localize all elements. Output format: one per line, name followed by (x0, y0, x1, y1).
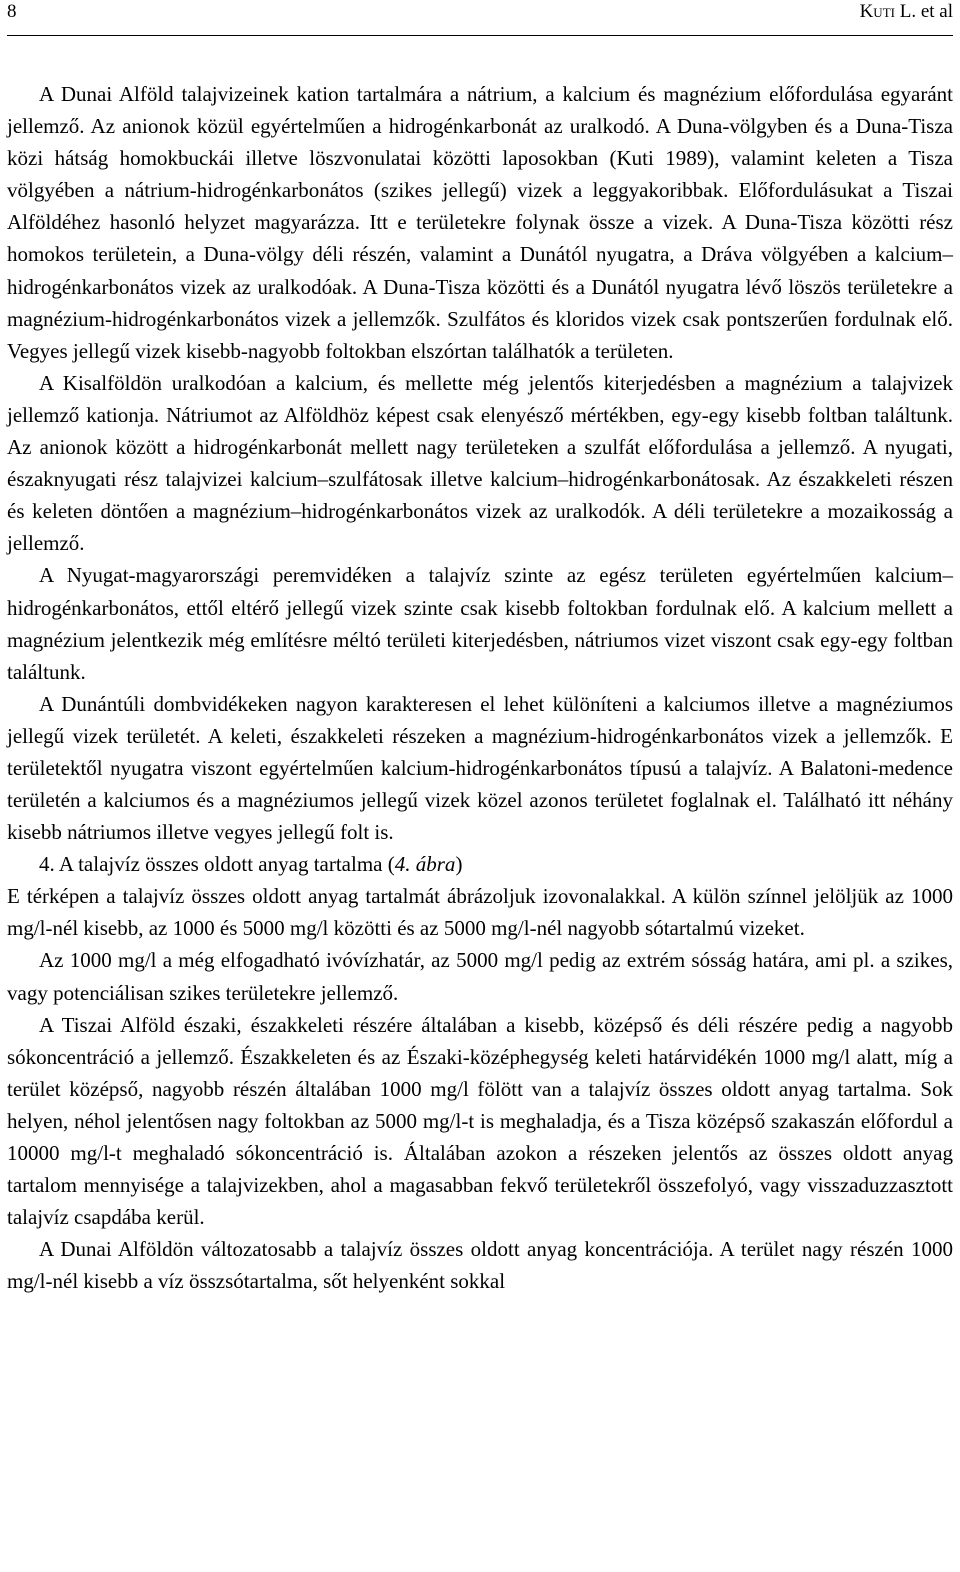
section-heading-close: ) (455, 852, 463, 877)
paragraph-nyugat-peremvidek: A Nyugat-magyarországi peremvidéken a talajvíz szinte az egész területen egyértelműen kalcium–hidrogénkarbonátos, ettől eltérő jellegű vizek szinte csak kisebb foltokban fordulnak elő. A kalcium mellett a magnézium jelentkezik még említésre méltó területi kiterjedésben, nátriumos vizet viszont csak egy-egy foltban találtunk. (7, 563, 953, 684)
paragraph-dunantuli-dombvidek: A Dunántúli dombvidékeken nagyon karakteresen el lehet különíteni a kalciumos illetve a magnéziumos jellegű vizek területét. A keleti, északkeleti részeken a magnézium-hidrogénkarbonátos vizek a jellemzők. E területektől nyugatra viszont egyértelműen kalcium-hidrogénkarbonátos típusú a talajvíz. A Balatoni-medence területén a kalciumos és a magnéziumos jellegű vizek közel azonos területet foglalnak el. Található itt néhány kisebb nátriumos illetve vegyes jellegű folt is. (7, 691, 953, 845)
running-head (860, 1, 953, 23)
running-head-author: Kuti (859, 1, 895, 22)
paragraph-tiszai-alfold: A Tiszai Alföld északi, északkeleti részére általában a kisebb, középső és déli részére pedig a nagyobb sókoncentráció a jellemző. Északkeleten és az Északi-középhegység keleti határvidékén 1000 mg/l alatt, míg a terület középső, nagyobb részén általában 1000 mg/l fölött van a talajvíz összes oldott anyag tartalma. Sok helyen, néhol jelentősen nagy foltokban az 5000 mg/l-t is meghaladja, és a Tisza középső szakaszán előfordul a 10000 mg/l-t meghaladó sókoncentráció is. Általában azokon a részeken jelentős az összes oldott anyag tartalom mennyisége a talajvizekben, ahol a magasabban fekvő területekről összefolyó, vagy visszaduzzasztott talajvíz csapdába kerül. (7, 1012, 953, 1230)
paragraph-izovonalak: E térképen a talajvíz összes oldott anyag tartalmát ábrázoljuk izovonalakkal. A külön színnel jelöljük az 1000 mg/l-nél kisebb, az 1000 és 5000 mg/l közötti és az 5000 mg/l-nél nagyobb sótartalmú vizeket. (7, 884, 953, 941)
running-head-rest: L. et al (894, 1, 953, 22)
document-page (7, 0, 953, 1294)
section-heading-text: 4. A talajvíz összes oldott anyag tartalma ( (39, 852, 395, 877)
page-header (7, 0, 953, 36)
body-text (7, 78, 953, 1297)
paragraph-ivovizhatar: Az 1000 mg/l a még elfogadható ivóvízhatár, az 5000 mg/l pedig az extrém sósság határa, ami pl. a szikes, vagy potenciálisan szikes területekre jellemző. (7, 948, 953, 1005)
paragraph-kisalfold: A Kisalföldön uralkodóan a kalcium, és mellette még jelentős kiterjedésben a magnézium a talajvizek jellemző kationja. Nátriumot az Alföldhöz képest csak elenyésző mértékben, egy-egy kisebb foltban találtunk. Az anionok között a hidrogénkarbonát mellett nagy területeken a szulfát előfordulása a jellemző. A nyugati, északnyugati rész talajvizei kalcium–szulfátosak illetve kalcium–hidrogénkarbonátosak. Az északkeleti részen és keleten döntően a magnézium–hidrogénkarbonátos vizek az uralkodók. A déli területekre a mozaikosság a jellemző. (7, 370, 953, 556)
page-number: 8 (7, 1, 17, 22)
paragraph-dunai-alfold-koncentracio: A Dunai Alföldön változatosabb a talajvíz összes oldott anyag koncentrációja. A terület nagy részén 1000 mg/l-nél kisebb a víz összsótartalma, sőt helyenként sokkal (7, 1237, 953, 1294)
section-heading (7, 848, 953, 880)
section-heading-figure-ref: 4. ábra (394, 852, 456, 877)
paragraph-dunai-alfold: A Dunai Alföld talajvizeinek kation tartalmára a nátrium, a kalcium és magnézium előfordulása egyaránt jellemző. Az anionok közül egyértelműen a hidrogénkarbonát az uralkodó. A Duna-völgyben és a Duna-Tisza közi hátság homokbuckái illetve löszvonulatai közötti laposokban (Kuti 1989), valamint keleten a Tisza völgyében a nátrium-hidrogénkarbonátos (szikes jellegű) vizek a leggyakoribbak. Előfordulásukat a Tiszai Alföldéhez hasonló helyzet magyarázza. Itt e területekre folynak össze a vizek. A Duna-Tisza közötti rész homokos területein, a Duna-völgy déli részén, valamint a Dunától nyugatra, a Dráva völgyében a kalcium–hidrogénkarbonátos vizek az uralkodóak. A Duna-Tisza közötti és a Dunától nyugatra lévő löszös területekre a magnézium-hidrogénkarbonátos vizek a jellemzők. Szulfátos és kloridos vizek csak pontszerűen fordulnak elő. Vegyes jellegű vizek kisebb-nagyobb foltokban elszórtan találhatók a területen. (7, 82, 953, 363)
